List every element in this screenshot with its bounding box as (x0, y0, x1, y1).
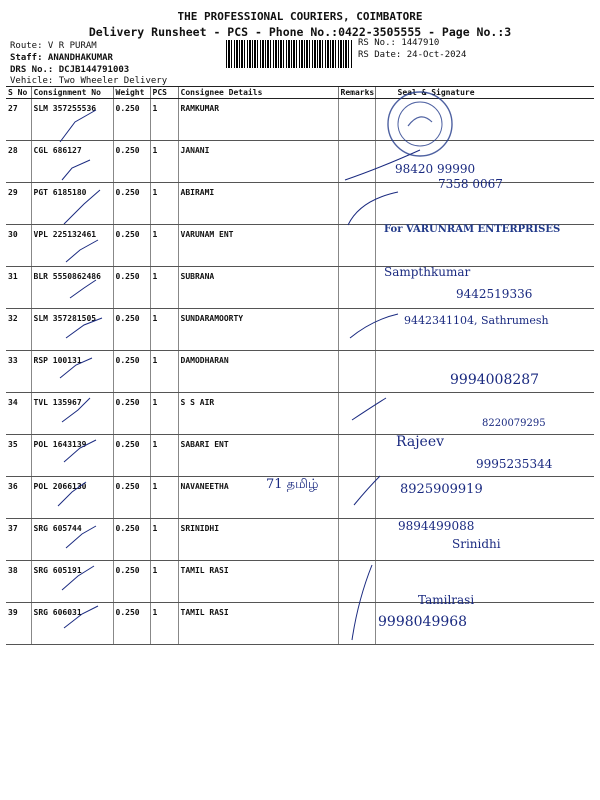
cell-signature (375, 393, 594, 435)
cell-weight-text: 0.250 (115, 440, 140, 449)
cell-weight-text: 0.250 (115, 314, 140, 323)
cell-weight (113, 519, 150, 561)
cell-consignment-text: RSP 100131 (33, 356, 82, 365)
cell-sno-text: 33 (8, 356, 18, 365)
cell-sno (6, 435, 31, 477)
col-sno: S No (6, 87, 31, 99)
cell-weight (113, 141, 150, 183)
cell-pcs-text: 1 (152, 356, 158, 365)
cell-consignment-text: TVL 135967 (33, 398, 82, 407)
cell-consignee (178, 183, 338, 225)
handwritten-signature: Srinidhi (452, 537, 501, 551)
cell-consignment (31, 141, 113, 183)
cell-remarks (338, 225, 375, 267)
cell-sno (6, 99, 31, 141)
cell-consignment-text: SRG 605744 (33, 524, 82, 533)
handwritten-note: 71 தமிழ் (266, 477, 319, 492)
cell-remarks (338, 99, 375, 141)
cell-weight-text: 0.250 (115, 398, 140, 407)
cell-pcs (150, 141, 178, 183)
cell-pcs-text: 1 (152, 314, 158, 323)
cell-consignment (31, 477, 113, 519)
col-weight: Weight (113, 87, 150, 99)
cell-signature (375, 141, 594, 183)
cell-pcs (150, 393, 178, 435)
cell-signature (375, 477, 594, 519)
handwritten-phone: 7358 0067 (438, 177, 503, 191)
handwritten-phone: 9442519336 (456, 287, 533, 301)
cell-consignee-text: JANANI (180, 146, 210, 155)
cell-weight-text: 0.250 (115, 356, 140, 365)
cell-signature (375, 309, 594, 351)
cell-weight (113, 309, 150, 351)
cell-weight (113, 267, 150, 309)
cell-sno (6, 351, 31, 393)
cell-remarks (338, 603, 375, 645)
cell-sno (6, 309, 31, 351)
cell-consignment (31, 393, 113, 435)
col-consignment: Consignment No (31, 87, 113, 99)
cell-weight (113, 351, 150, 393)
cell-consignment-text: POL 1643139 (33, 440, 87, 449)
route-label: Route: V R PURAM (10, 41, 97, 51)
table-row (6, 309, 594, 351)
cell-weight (113, 393, 150, 435)
cell-sno-text: 35 (8, 440, 18, 449)
cell-consignee-text: TAMIL RASI (180, 566, 229, 575)
handwritten-phone: 9894499088 (398, 519, 475, 533)
cell-signature (375, 603, 594, 645)
cell-pcs (150, 603, 178, 645)
cell-consignee-text: SUNDARAMOORTY (180, 314, 244, 323)
cell-consignee (178, 519, 338, 561)
cell-sno-text: 29 (8, 188, 18, 197)
cell-remarks (338, 267, 375, 309)
cell-pcs (150, 99, 178, 141)
cell-consignment (31, 267, 113, 309)
company-title: THE PROFESSIONAL COURIERS, COIMBATORE (177, 10, 423, 23)
col-consignee: Consignee Details (178, 87, 338, 99)
handwritten-phone: 9442341104, Sathrumesh (404, 314, 549, 327)
cell-weight-text: 0.250 (115, 230, 140, 239)
runsheet-subtitle: Delivery Runsheet - PCS - Phone No.:0422-3505555 - Page No.:3 (88, 25, 512, 39)
cell-consignment (31, 225, 113, 267)
cell-consignee (178, 561, 338, 603)
cell-consignee-text: S S AIR (180, 398, 215, 407)
cell-pcs (150, 183, 178, 225)
cell-sno (6, 561, 31, 603)
cell-consignee-text: NAVANEETHA (180, 482, 229, 491)
cell-consignment (31, 561, 113, 603)
handwritten-signature: Rajeev (396, 434, 445, 450)
cell-remarks (338, 435, 375, 477)
cell-pcs (150, 477, 178, 519)
cell-remarks (338, 477, 375, 519)
cell-remarks (338, 519, 375, 561)
table-header-row (6, 87, 594, 99)
staff-label: Staff: ANANDHAKUMAR (10, 53, 113, 63)
cell-signature (375, 519, 594, 561)
cell-weight (113, 225, 150, 267)
rs-date: RS Date: 24-Oct-2024 (358, 50, 467, 60)
cell-remarks (338, 393, 375, 435)
handwritten-signature: Tamilrasi (418, 593, 475, 607)
cell-weight (113, 603, 150, 645)
cell-pcs-text: 1 (152, 146, 158, 155)
cell-pcs-text: 1 (152, 188, 158, 197)
cell-consignee-text: ABIRAMI (180, 188, 215, 197)
cell-consignee-text: SABARI ENT (180, 440, 229, 449)
cell-pcs-text: 1 (152, 524, 158, 533)
handwritten-signature: Sampthkumar (384, 265, 471, 279)
cell-pcs (150, 309, 178, 351)
cell-consignment (31, 183, 113, 225)
col-pcs: PCS (150, 87, 178, 99)
cell-pcs-text: 1 (152, 566, 158, 575)
cell-remarks (338, 351, 375, 393)
table-row (6, 603, 594, 645)
cell-consignment-text: SRG 606031 (33, 608, 82, 617)
cell-sno (6, 267, 31, 309)
cell-pcs-text: 1 (152, 230, 158, 239)
cell-consignee (178, 603, 338, 645)
cell-sno-text: 30 (8, 230, 18, 239)
cell-pcs-text: 1 (152, 440, 158, 449)
cell-weight-text: 0.250 (115, 482, 140, 491)
vehicle-label: Vehicle: Two Wheeler Delivery (10, 76, 168, 86)
cell-consignee-text: TAMIL RASI (180, 608, 229, 617)
table-row (6, 393, 594, 435)
col-remarks: Remarks (338, 87, 375, 99)
cell-pcs (150, 435, 178, 477)
cell-sno-text: 37 (8, 524, 18, 533)
cell-consignee (178, 267, 338, 309)
cell-sno (6, 183, 31, 225)
cell-consignee (178, 351, 338, 393)
cell-weight-text: 0.250 (115, 608, 140, 617)
cell-consignee-text: SRINIDHI (180, 524, 220, 533)
cell-consignee (178, 141, 338, 183)
cell-remarks (338, 183, 375, 225)
table-row (6, 141, 594, 183)
cell-consignment (31, 435, 113, 477)
cell-pcs-text: 1 (152, 608, 158, 617)
cell-consignment (31, 99, 113, 141)
cell-signature (375, 561, 594, 603)
handwritten-phone: 98420 99990 (395, 162, 476, 176)
cell-sno (6, 477, 31, 519)
cell-weight-text: 0.250 (115, 272, 140, 281)
rs-number: RS No.: 1447910 (358, 38, 440, 48)
cell-pcs-text: 1 (152, 398, 158, 407)
cell-signature (375, 435, 594, 477)
cell-consignment (31, 309, 113, 351)
cell-consignment-text: SLM 357281505 (33, 314, 97, 323)
cell-weight-text: 0.250 (115, 104, 140, 113)
cell-weight (113, 561, 150, 603)
cell-weight (113, 99, 150, 141)
cell-consignment (31, 351, 113, 393)
cell-signature (375, 183, 594, 225)
table-row (6, 267, 594, 309)
handwritten-phone: 9994008287 (450, 372, 540, 388)
cell-pcs (150, 561, 178, 603)
delivery-table (6, 86, 594, 645)
cell-weight (113, 477, 150, 519)
cell-sno-text: 27 (8, 104, 18, 113)
table-row (6, 519, 594, 561)
table-row (6, 99, 594, 141)
cell-weight-text: 0.250 (115, 524, 140, 533)
cell-consignee-text: DAMODHARAN (180, 356, 229, 365)
cell-consignee-text: SUBRANA (180, 272, 215, 281)
cell-remarks (338, 561, 375, 603)
cell-sno-text: 36 (8, 482, 18, 491)
table-row (6, 351, 594, 393)
cell-consignment-text: SLM 357255536 (33, 104, 97, 113)
cell-weight-text: 0.250 (115, 566, 140, 575)
cell-consignee (178, 477, 338, 519)
handwritten-phone: 9998049968 (378, 614, 468, 630)
cell-signature (375, 99, 594, 141)
cell-sno (6, 225, 31, 267)
cell-sno-text: 28 (8, 146, 18, 155)
cell-consignee (178, 225, 338, 267)
cell-consignment (31, 519, 113, 561)
cell-sno-text: 38 (8, 566, 18, 575)
cell-consignment-text: SRG 605191 (33, 566, 82, 575)
cell-consignee (178, 309, 338, 351)
cell-pcs (150, 267, 178, 309)
handwritten-phone: 8925909919 (400, 482, 483, 497)
cell-consignee (178, 99, 338, 141)
cell-weight (113, 435, 150, 477)
cell-pcs (150, 351, 178, 393)
col-seal-signature: Seal & Signature (375, 87, 594, 99)
table-row (6, 183, 594, 225)
cell-consignment (31, 603, 113, 645)
cell-weight-text: 0.250 (115, 188, 140, 197)
handwritten-phone: 8220079295 (482, 418, 546, 429)
table-row (6, 477, 594, 519)
cell-consignment-text: CGL 686127 (33, 146, 82, 155)
cell-signature (375, 351, 594, 393)
barcode (226, 40, 352, 68)
company-stamp-text: For VARUNRAM ENTERPRISES (384, 224, 561, 235)
cell-signature (375, 267, 594, 309)
cell-pcs (150, 225, 178, 267)
cell-sno-text: 34 (8, 398, 18, 407)
cell-consignee-text: VARUNAM ENT (180, 230, 234, 239)
handwritten-phone: 9995235344 (476, 457, 553, 471)
cell-sno-text: 32 (8, 314, 18, 323)
cell-sno (6, 393, 31, 435)
cell-consignee-text: RAMKUMAR (180, 104, 220, 113)
table-row (6, 225, 594, 267)
drs-number: DRS No.: DCJB144791003 (10, 65, 130, 75)
cell-weight-text: 0.250 (115, 146, 140, 155)
cell-consignment-text: BLR 5550862486 (33, 272, 101, 281)
cell-consignee (178, 435, 338, 477)
cell-remarks (338, 309, 375, 351)
cell-consignment-text: PGT 6185180 (33, 188, 87, 197)
cell-remarks (338, 141, 375, 183)
table-row (6, 561, 594, 603)
table-row (6, 435, 594, 477)
cell-pcs (150, 519, 178, 561)
cell-pcs-text: 1 (152, 482, 158, 491)
cell-sno (6, 519, 31, 561)
cell-sno (6, 141, 31, 183)
cell-signature (375, 225, 594, 267)
cell-weight (113, 183, 150, 225)
cell-sno-text: 39 (8, 608, 18, 617)
cell-sno (6, 603, 31, 645)
cell-consignment-text: POL 2066130 (33, 482, 87, 491)
cell-consignment-text: VPL 225132461 (33, 230, 97, 239)
cell-consignee (178, 393, 338, 435)
cell-sno-text: 31 (8, 272, 18, 281)
cell-pcs-text: 1 (152, 104, 158, 113)
cell-pcs-text: 1 (152, 272, 158, 281)
